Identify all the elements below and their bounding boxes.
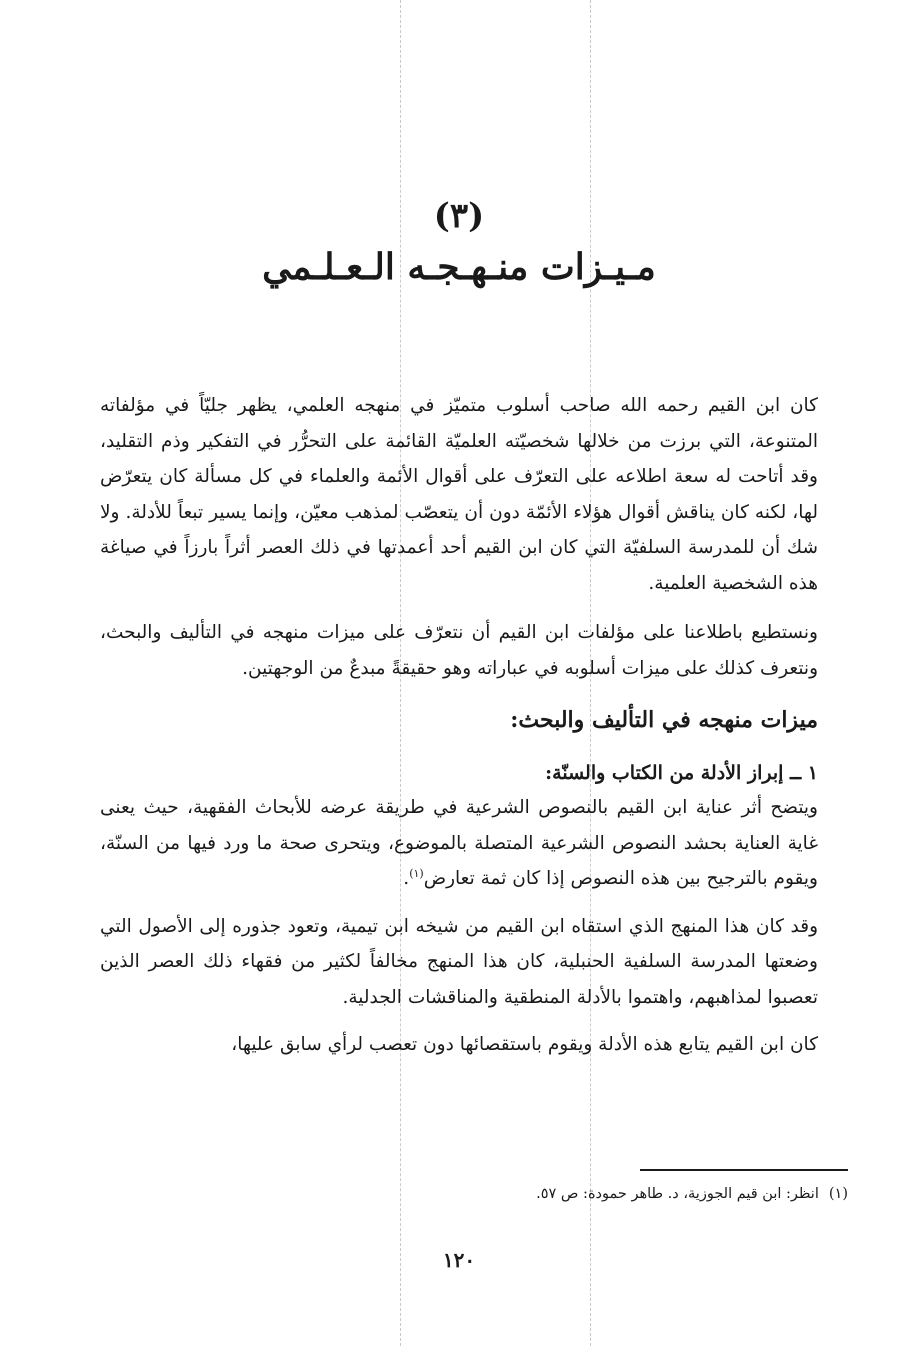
sub-heading-evidence: ١ ــ إبراز الأدلة من الكتاب والسنّة: [545, 762, 818, 784]
footnote-reference: (١) [409, 866, 424, 880]
paragraph-intro: كان ابن القيم رحمه الله صاحب أسلوب متميّز في منهجه العلمي، يظهر جليّاً في مؤلفاته المتنوعة، التي برزت من خلالها شخصيّته العلميّة القائمة على التحرُّر في التفكير وذم التقليد، وقد أتاحت له سعة اطلاعه على التعرّف على أقوال الأئمة والعلماء في كل مسألة كان يتعرّض لها، لكنه كان يناقش أقوال هؤلاء الأئمّة دون أن يتعصّب لمذهب معيّن، وإنما يسير تبعاً للأدلة. ولا شك أن للمدرسة السلفيّة التي كان ابن القيم أحد أعمدتها في ذلك العصر أثراً بارزاً في صياغة هذه الشخصية العلمية. [100, 395, 818, 594]
paragraph-origin: وقد كان هذا المنهج الذي استقاه ابن القيم من شيخه ابن تيمية، وتعود جذوره إلى الأصول التي وضعتها المدرسة السلفية الحنبلية، كان هذا المنهج مخالفاً لكثير من فقهاء ذلك العصر الذين تعصبوا لمذاهبهم، واهتموا بالأدلة المنطقية والمناقشات الجدلية. [100, 915, 818, 1008]
page-number: ١٢٠ [442, 1248, 476, 1272]
footnote-divider [640, 1169, 848, 1171]
footnote-text: انظر: ابن قيم الجوزية، د. طاهر حمودة: ص ٥٧. [536, 1186, 819, 1202]
section-heading: ميزات منهجه في التأليف والبحث: [510, 707, 818, 733]
footnote [130, 1182, 848, 1206]
chapter-title: مـيـزات منـهـجـه الـعـلـمي [262, 246, 656, 288]
paragraph-evidence-end: . [403, 868, 410, 889]
paragraph-evidence [100, 790, 818, 897]
paragraph-method: ونستطيع باطلاعنا على مؤلفات ابن القيم أن نتعرّف على ميزات منهجه في التأليف والبحث، ونتعرف كذلك على ميزات أسلوبه في عباراته وهو حقيقةً مبدعٌ من الوجهتين. [100, 622, 818, 679]
footnote-marker: (١) [828, 1186, 848, 1202]
paragraph-continuation: كان ابن القيم يتابع هذه الأدلة ويقوم باستقصائها دون تعصب لرأي سابق عليها، [231, 1034, 818, 1055]
paragraph-evidence-text: ويتضح أثر عناية ابن القيم بالنصوص الشرعية في طريقة عرضه للأبحاث الفقهية، حيث يعنى غاية العناية بحشد النصوص الشرعية المتصلة بالموضوع، ويتحرى صحة ما ورد فيها من السنّة، ويقوم بالترجيح بين هذه النصوص إذا كان ثمة تعارض [100, 797, 818, 889]
page-content [100, 196, 818, 1063]
chapter-number: (٣) [433, 196, 485, 236]
